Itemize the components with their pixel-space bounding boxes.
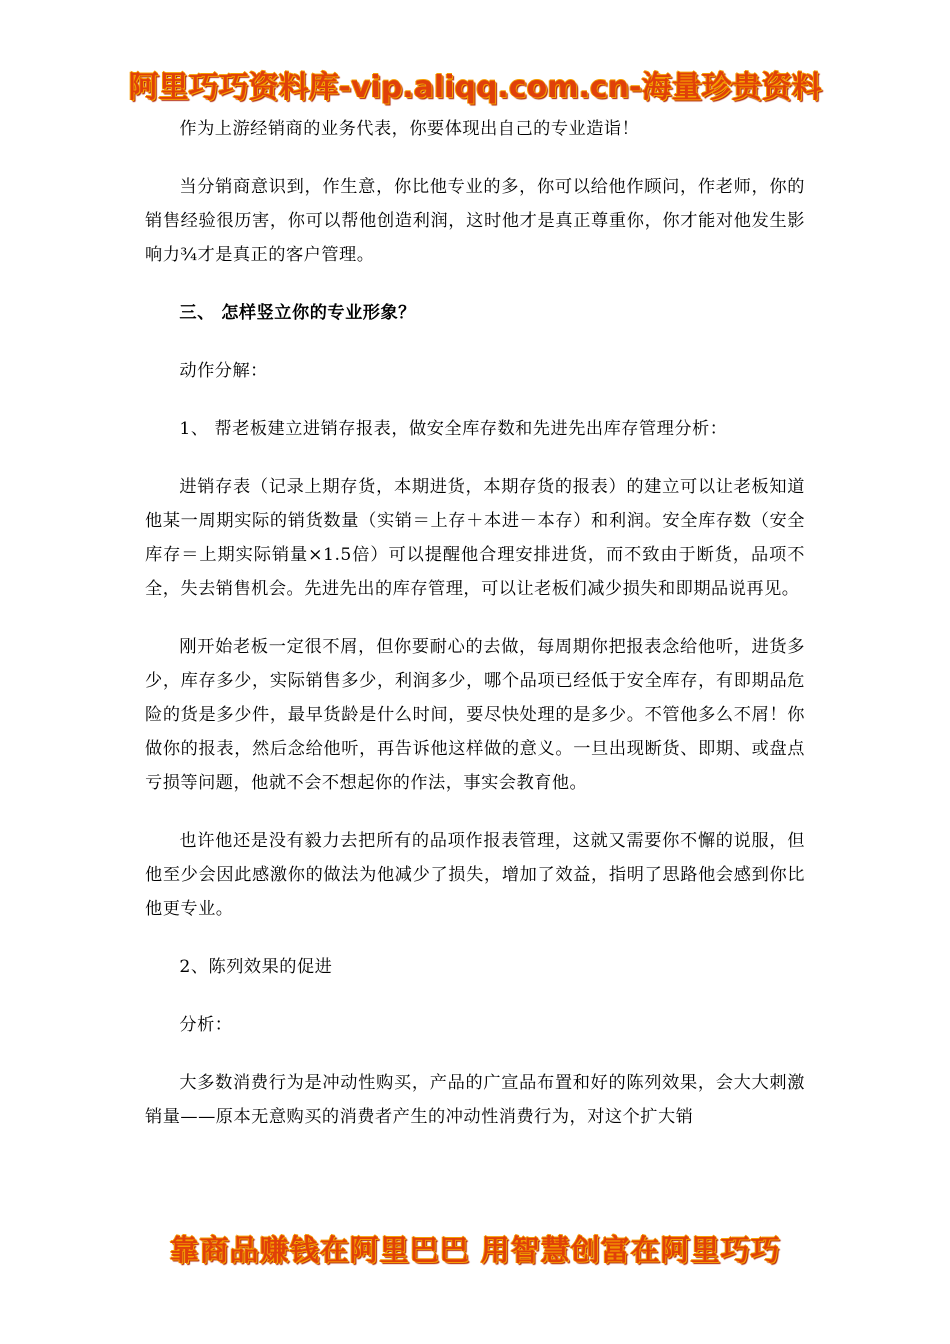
section-heading-professional-image: 三、 怎样竖立你的专业形象？ — [179, 303, 416, 323]
paragraph-inventory-table: 进销存表（记录上期存货，本期进货，本期存货的报表）的建立可以让老板知道他某一周期实际的销货数量（实销＝上存＋本进－本存）和利润。安全库存数（安全库存＝上期实际销量×1.5倍）可以提醒他合理安排进货，而不致由于断货，品项不全，失去销售机会。先进先出的库存管理，可以让老板们减少损失和即期品说再见。 — [145, 477, 805, 599]
paragraph-persuasion: 也许他还是没有毅力去把所有的品项作报表管理，这就又需要你不懈的说服，但他至少会因此感激你的做法为他减少了损失，增加了效益，指明了思路他会感到你比他更专业。 — [145, 831, 805, 919]
footer-watermark-banner: 靠商品赚钱在阿里巴巴 用智慧创富在阿里巧巧 — [169, 1233, 781, 1267]
paragraph-intro: 作为上游经销商的业务代表，你要体现出自己的专业造诣！ — [179, 119, 640, 139]
document-body — [145, 112, 805, 1134]
list-item-2-display-effect: 2、陈列效果的促进 — [179, 957, 333, 977]
paragraph-action-breakdown: 动作分解： — [179, 361, 268, 381]
list-item-1-inventory-report: 1、 帮老板建立进销存报表，做安全库存数和先进先出库存管理分析： — [179, 419, 728, 439]
paragraph-analysis-label: 分析： — [179, 1015, 233, 1035]
header-watermark-banner: 阿里巧巧资料库-vip.aliqq.com.cn-海量珍贵资料 — [128, 70, 822, 105]
paragraph-impulse-purchase: 大多数消费行为是冲动性购买，产品的广宣品布置和好的陈列效果，会大大刺激销量——原本无意购买的消费者产生的冲动性消费行为，对这个扩大销 — [145, 1073, 805, 1127]
paragraph-patience: 刚开始老板一定很不屑，但你要耐心的去做，每周期你把报表念给他听，进货多少，库存多少，实际销售多少，利润多少，哪个品项已经低于安全库存，有即期品危险的货是多少件，最早货龄是什么时间，要尽快处理的是多少。不管他多么不屑！你做你的报表，然后念给他听，再告诉他这样做的意义。一旦出现断货、即期、或盘点亏损等问题，他就不会不想起你的作法，事实会教育他。 — [145, 637, 805, 793]
paragraph-customer-management: 当分销商意识到，作生意，你比他专业的多，你可以给他作顾问，作老师，你的销售经验很历害，你可以帮他创造利润，这时他才是真正尊重你，你才能对他发生影响力¾才是真正的客户管理。 — [145, 177, 805, 265]
